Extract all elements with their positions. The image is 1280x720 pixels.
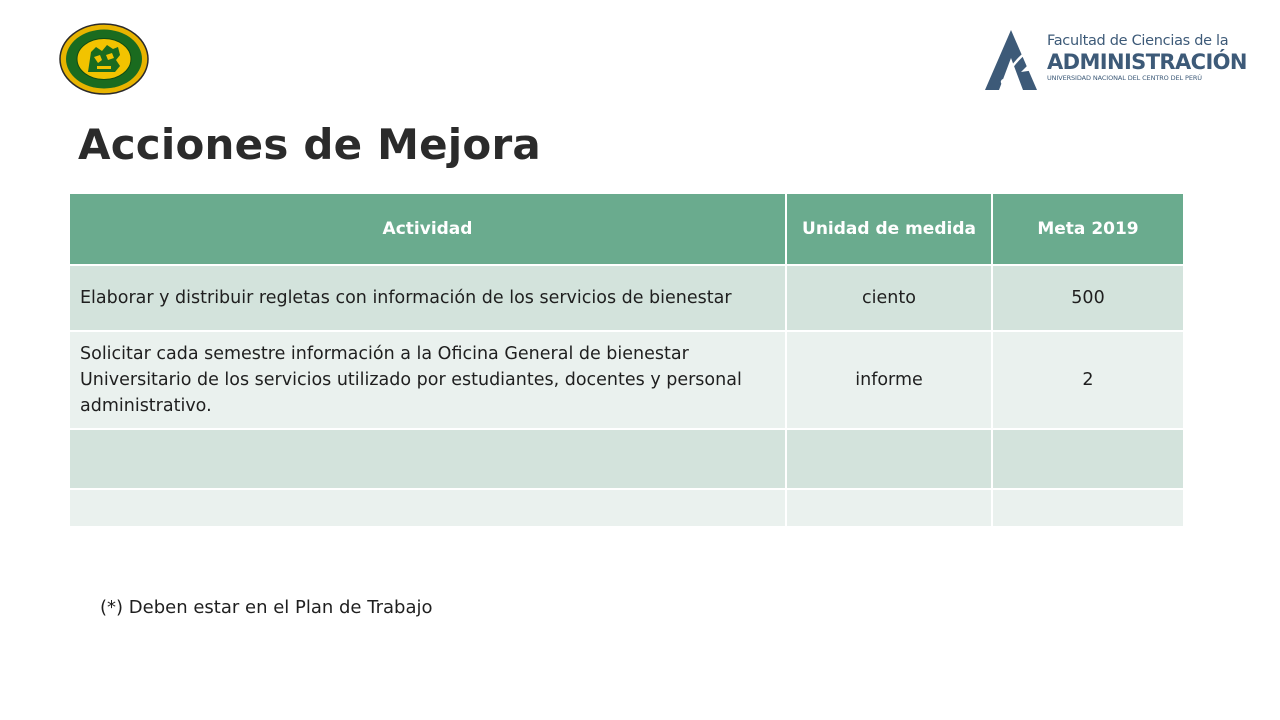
cell-meta <box>992 429 1184 489</box>
table-row <box>69 429 1184 489</box>
cell-actividad <box>69 429 786 489</box>
header-actividad: Actividad <box>69 193 786 265</box>
actions-table <box>68 192 1185 528</box>
header-meta-2019: Meta 2019 <box>992 193 1184 265</box>
cell-meta: 2 <box>992 331 1184 429</box>
faculty-name-line2: ADMINISTRACIÓN <box>1047 50 1247 74</box>
faculty-name-line1: Facultad de Ciencias de la <box>1047 33 1229 49</box>
table-row <box>69 265 1184 331</box>
cell-meta: 500 <box>992 265 1184 331</box>
table-header-row <box>69 193 1184 265</box>
cell-unidad: informe <box>786 331 992 429</box>
cell-unidad <box>786 429 992 489</box>
cell-actividad <box>69 489 786 527</box>
cell-meta <box>992 489 1184 527</box>
cell-actividad: Elaborar y distribuir regletas con información de los servicios de bienestar <box>69 265 786 331</box>
faculty-logo <box>983 28 1247 94</box>
university-seal-icon <box>58 22 150 96</box>
table-row <box>69 489 1184 527</box>
footnote: (*) Deben estar en el Plan de Trabajo <box>100 597 433 618</box>
cell-unidad <box>786 489 992 527</box>
cell-actividad: Solicitar cada semestre información a la Oficina General de bienestar Universitario de los servicios utilizado por estudiantes, docentes y personal administrativo. <box>69 331 786 429</box>
table-row <box>69 331 1184 429</box>
page-title: Acciones de Mejora <box>78 120 541 169</box>
header-unidad-de-medida: Unidad de medida <box>786 193 992 265</box>
faculty-university-line: UNIVERSIDAD NACIONAL DEL CENTRO DEL PERÚ <box>1047 74 1202 82</box>
faculty-a-mark-icon <box>983 28 1039 92</box>
cell-unidad: ciento <box>786 265 992 331</box>
